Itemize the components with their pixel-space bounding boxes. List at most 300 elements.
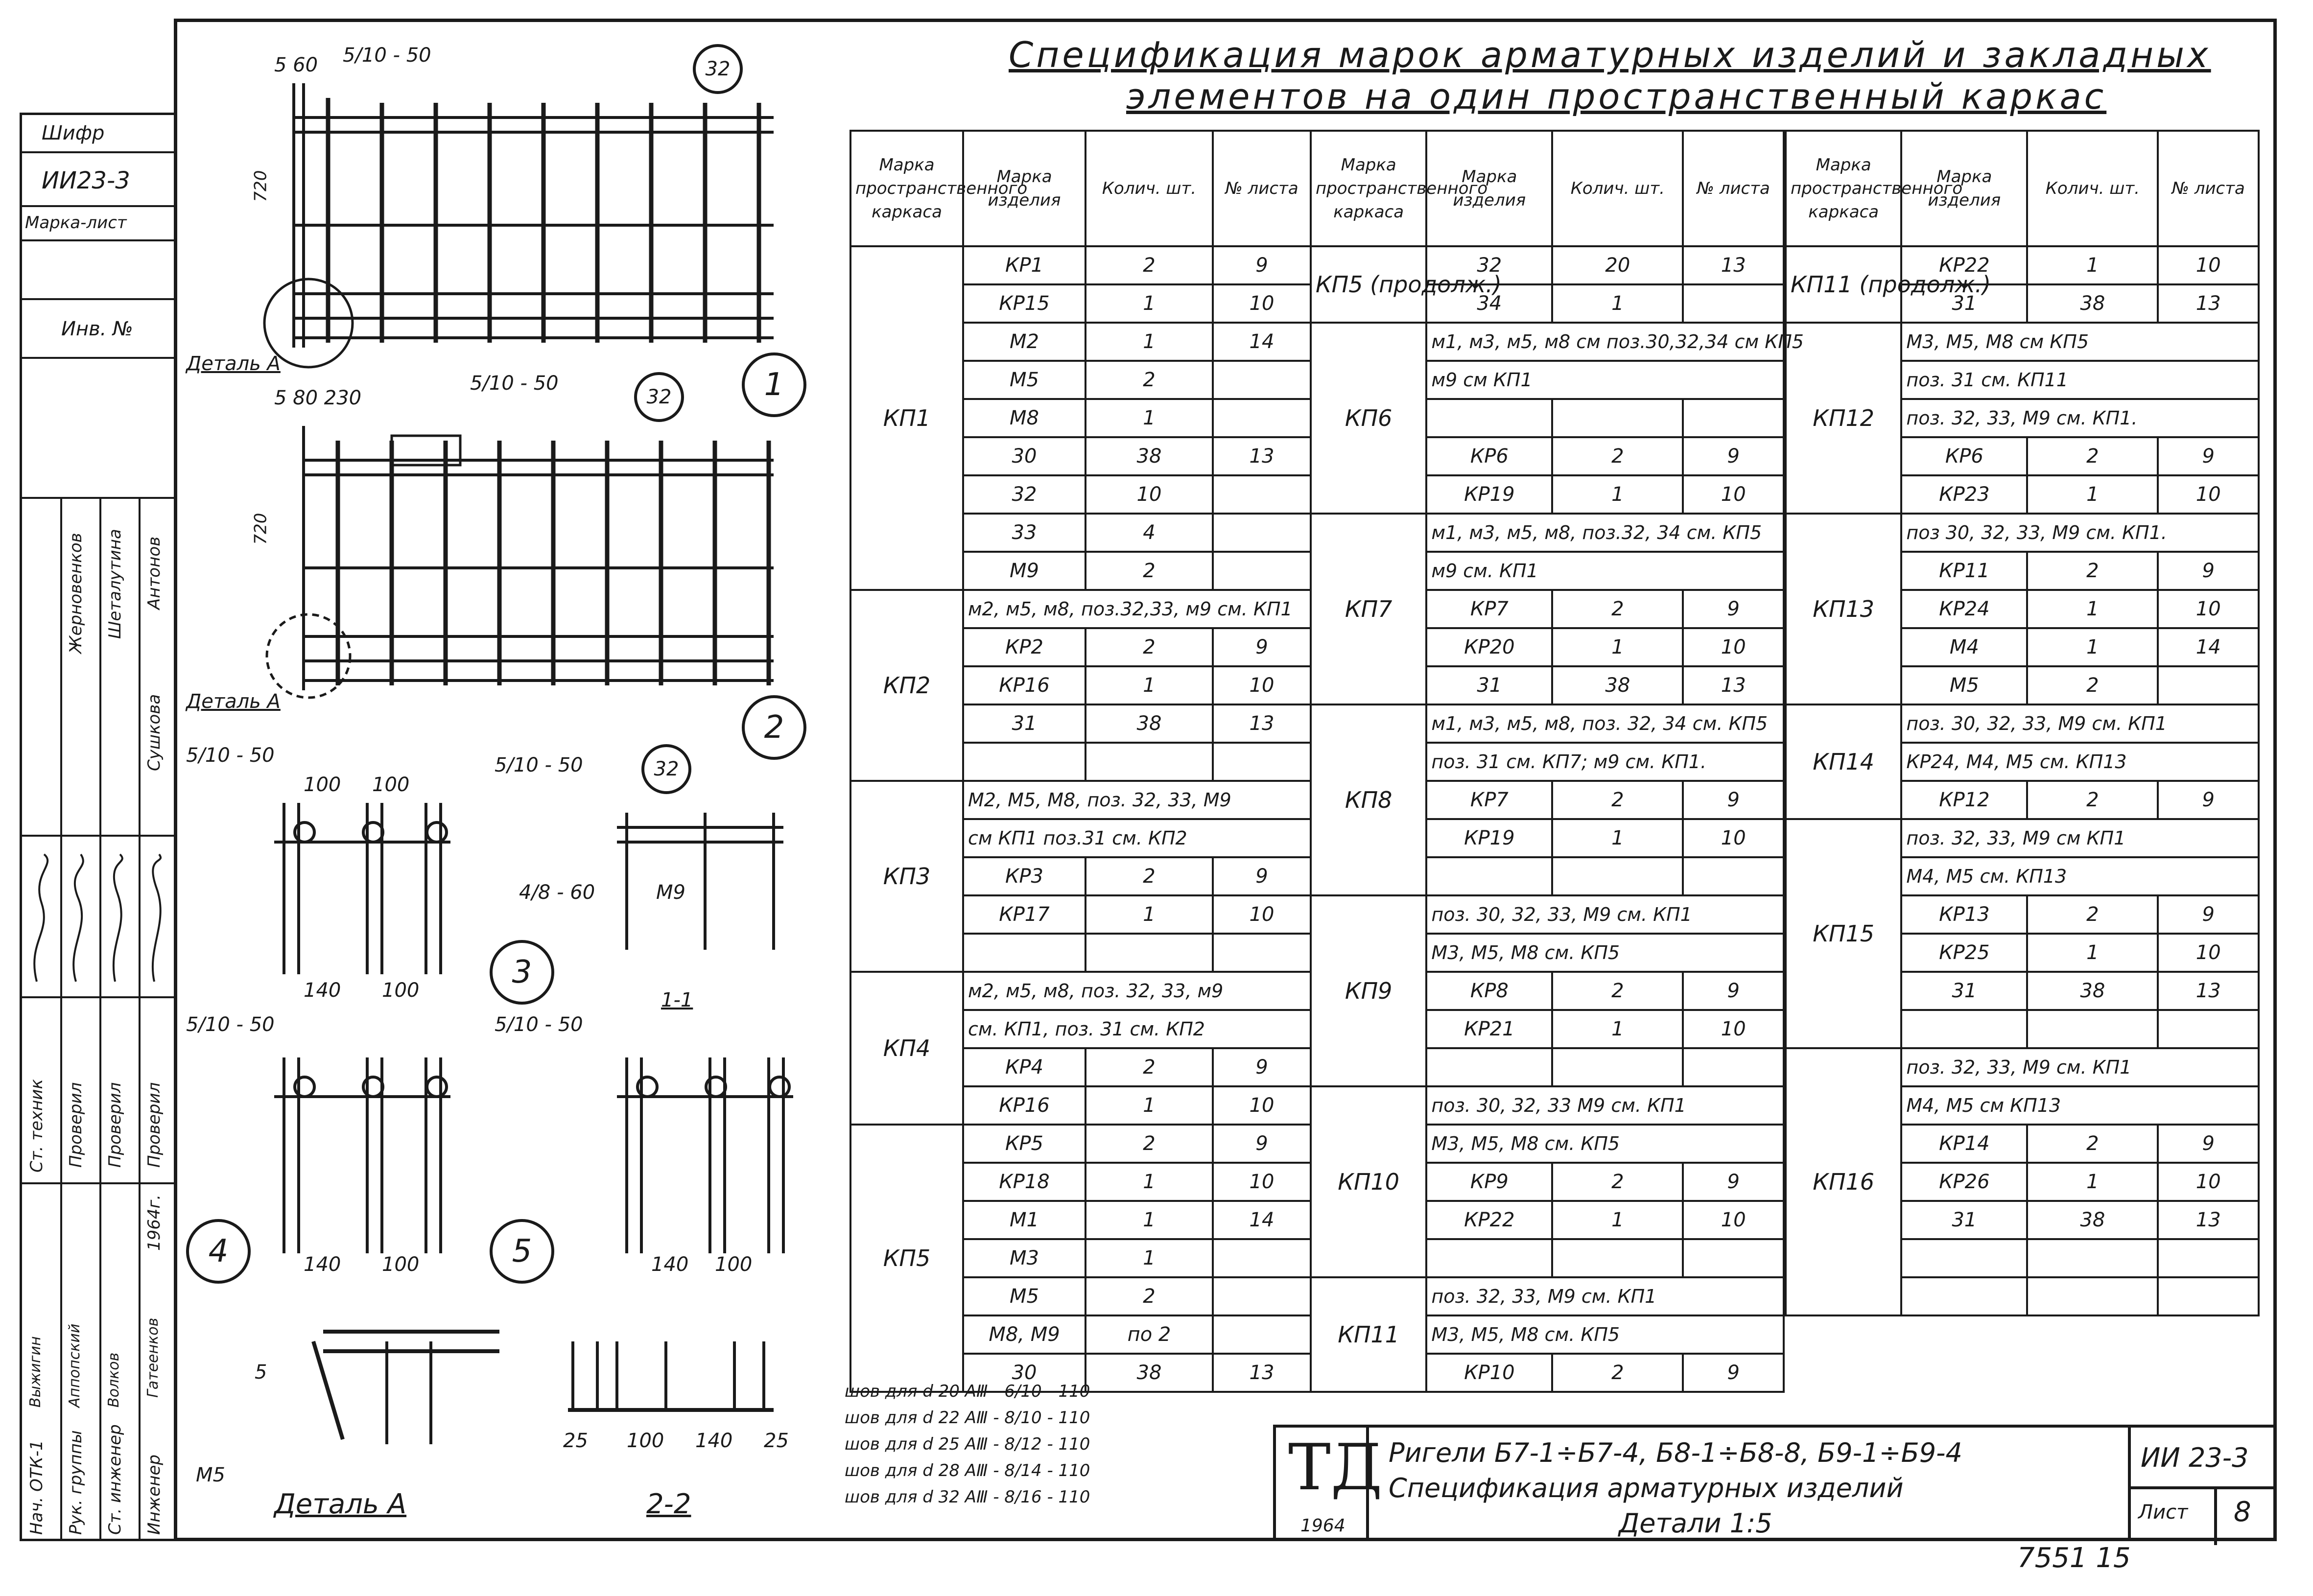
table-header-cell: Колич. шт. [1086, 131, 1213, 246]
reference-note: М4, М5 см КП13 [1901, 1086, 2259, 1125]
callout-3: 3 [490, 940, 554, 1005]
item-qty [1552, 399, 1683, 437]
sheet-label: Лист [2138, 1501, 2188, 1524]
detail-a-label-1: Деталь А [186, 352, 281, 375]
item-sheet [2158, 1277, 2259, 1315]
dim-720-2: 720 [251, 513, 271, 545]
item-mark: КР1 [963, 246, 1086, 284]
item-sheet: 13 [1683, 666, 1784, 704]
item-qty: 38 [2027, 1201, 2158, 1239]
dim-720-1: 720 [251, 170, 271, 202]
title-line3: Детали 1:5 [1619, 1508, 1772, 1539]
table-header-row [1311, 131, 1784, 246]
table-header-cell: № листа [1213, 131, 1311, 246]
item-mark: КР7 [1426, 781, 1552, 819]
dim-5: 5 [255, 1361, 267, 1384]
item-mark: М5 [1901, 666, 2027, 704]
table-header-cell: Марка изделия [963, 131, 1086, 246]
item-qty: 1 [2027, 628, 2158, 666]
item-mark [1426, 1048, 1552, 1086]
item-mark: М5 [963, 1277, 1086, 1315]
sheet-title-line1: Спецификация марок арматурных изделий и закладных [1009, 34, 2211, 75]
name-volkov: Волков [105, 1352, 122, 1408]
item-mark: КР23 [1901, 475, 2027, 514]
karkas-mark: КП8 [1311, 704, 1426, 895]
item-sheet [1683, 857, 1784, 895]
item-sheet [2158, 1010, 2259, 1048]
item-sheet: 9 [1683, 972, 1784, 1010]
item-sheet: 9 [2158, 1125, 2259, 1163]
karkas-mark: КП14 [1786, 704, 1901, 819]
item-sheet [1683, 284, 1784, 323]
dim-25-b: 25 [764, 1430, 789, 1452]
item-sheet: 10 [1213, 1086, 1311, 1125]
spec-table-3 [1785, 130, 2260, 1316]
item-qty: 1 [2027, 590, 2158, 628]
table-row [1786, 514, 2259, 552]
item-qty: 38 [1086, 704, 1213, 743]
detail-a-label-2: Деталь А [186, 690, 281, 713]
inv-cell [22, 300, 175, 359]
item-qty: 2 [1086, 1277, 1213, 1315]
item-mark: М4 [1901, 628, 2027, 666]
item-sheet [2158, 1239, 2259, 1277]
table-header-cell: № листа [1683, 131, 1784, 246]
item-sheet: 10 [1683, 819, 1784, 857]
item-mark: 33 [963, 514, 1086, 552]
reference-note: поз. 30, 32, 33 М9 см. КП1 [1426, 1086, 1784, 1125]
item-mark: КР15 [963, 284, 1086, 323]
item-mark: М2 [963, 323, 1086, 361]
weld-note-2: шов для d 22 AⅢ - 8/10 - 110 [845, 1408, 1090, 1428]
dim-5-60: 5 60 [274, 54, 318, 76]
item-sheet: 10 [1683, 475, 1784, 514]
item-mark: КР7 [1426, 590, 1552, 628]
td-logo: ТД [1288, 1430, 1383, 1504]
item-qty: 1 [2027, 246, 2158, 284]
item-mark: КР25 [1901, 934, 2027, 972]
dim-140-d: 140 [695, 1430, 733, 1452]
item-sheet [1683, 1239, 1784, 1277]
reference-note: м1, м3, м5, м8, поз. 32, 34 см. КП5 [1426, 704, 1784, 743]
reference-note: поз. 32, 33, М9 см. КП1 [1426, 1277, 1784, 1315]
reference-note: поз. 32, 33, М9 см. КП1 [1901, 1048, 2259, 1086]
blank-cell [22, 241, 175, 300]
reference-note: КР24, М4, М5 см. КП13 [1901, 743, 2259, 781]
item-qty [2027, 1239, 2158, 1277]
name-gateenkov: Гатеенков [144, 1317, 162, 1398]
item-sheet: 9 [1213, 1125, 1311, 1163]
item-mark [1901, 1010, 2027, 1048]
item-qty: 1 [1552, 819, 1683, 857]
item-mark [1426, 1239, 1552, 1277]
callout-4: 4 [186, 1219, 251, 1284]
item-qty: 1 [1086, 1239, 1213, 1277]
reference-note: м9 см. КП1 [1426, 552, 1784, 590]
item-sheet: 9 [2158, 895, 2259, 934]
item-qty: 2 [1086, 1048, 1213, 1086]
item-sheet: 14 [2158, 628, 2259, 666]
item-qty [2027, 1277, 2158, 1315]
item-qty [1086, 934, 1213, 972]
item-sheet: 10 [1213, 1163, 1311, 1201]
item-qty: 1 [2027, 1163, 2158, 1201]
mark-m5: М5 [196, 1464, 225, 1486]
item-qty: 38 [1552, 666, 1683, 704]
sheet-title-line2: элементов на один пространственный каркас [1126, 76, 2107, 117]
marka-list-cell [22, 207, 175, 241]
item-mark: КР10 [1426, 1354, 1552, 1392]
reference-note: м1, м3, м5, м8, поз.32, 34 см. КП5 [1426, 514, 1784, 552]
weld-label-5: 4/8 - 60 [519, 881, 595, 904]
item-sheet: 10 [2158, 246, 2259, 284]
item-qty: 1 [2027, 934, 2158, 972]
item-sheet: 10 [1683, 1201, 1784, 1239]
reference-note: поз. 31 см. КП11 [1901, 361, 2259, 399]
dim-100-f: 100 [627, 1430, 664, 1452]
item-sheet: 14 [1213, 323, 1311, 361]
item-qty: 1 [1086, 1086, 1213, 1125]
table-row [1786, 704, 2259, 743]
table-row [1311, 323, 1784, 361]
table-row [850, 1125, 1311, 1163]
item-qty: 1 [1086, 399, 1213, 437]
item-sheet: 10 [2158, 590, 2259, 628]
item-sheet: 9 [1213, 628, 1311, 666]
item-mark: КР16 [963, 1086, 1086, 1125]
item-sheet: 9 [1213, 857, 1311, 895]
item-qty [2027, 1010, 2158, 1048]
item-qty: 2 [2027, 1125, 2158, 1163]
item-qty: 2 [1552, 437, 1683, 475]
item-mark: КР24 [1901, 590, 2027, 628]
item-qty: 2 [1086, 246, 1213, 284]
item-sheet [1213, 475, 1311, 514]
item-qty: 1 [1086, 1201, 1213, 1239]
item-mark: КР11 [1901, 552, 2027, 590]
role-proveril-2: Проверил [105, 1082, 125, 1168]
item-mark: КР19 [1426, 475, 1552, 514]
spec-table-2 [1310, 130, 1804, 1393]
item-mark: 32 [1426, 246, 1552, 284]
item-sheet: 13 [1683, 246, 1784, 284]
item-mark [1426, 857, 1552, 895]
item-mark: 31 [1901, 284, 2027, 323]
karkas-mark: КП16 [1786, 1048, 1901, 1315]
item-qty: 2 [1086, 857, 1213, 895]
item-sheet: 13 [2158, 972, 2259, 1010]
item-mark: 31 [1426, 666, 1552, 704]
item-sheet: 13 [1213, 437, 1311, 475]
reference-note: м9 см КП1 [1426, 361, 1784, 399]
weld-note-1: шов для d 20 AⅢ - 6/10 - 110 [845, 1382, 1090, 1401]
reference-note: поз. 30, 32, 33, М9 см. КП1 [1901, 704, 2259, 743]
weld-note-4: шов для d 28 AⅢ - 8/14 - 110 [845, 1461, 1090, 1480]
item-qty: 1 [1086, 1163, 1213, 1201]
spec-table-1 [850, 130, 1312, 1393]
item-mark: КР4 [963, 1048, 1086, 1086]
title-block [1273, 1425, 2277, 1541]
table-row [1311, 704, 1784, 743]
karkas-mark: КП6 [1311, 323, 1426, 514]
code-cell [2128, 1428, 2275, 1538]
table-row [1311, 895, 1784, 934]
item-sheet [1683, 399, 1784, 437]
role-st-inzhener: Ст. инженер [105, 1424, 125, 1535]
name-appopsky: Аппопский [66, 1323, 83, 1408]
item-sheet: 10 [1213, 666, 1311, 704]
item-qty: по 2 [1086, 1315, 1213, 1354]
dim-140-b: 140 [304, 1253, 341, 1276]
item-qty: 38 [2027, 284, 2158, 323]
table-row [1311, 246, 1784, 284]
pos-32-callout-1: 32 [693, 44, 743, 94]
dim-5-80-230: 5 80 230 [274, 387, 362, 409]
reference-note: м1, м3, м5, м8 см поз.30,32,34 см КП5 [1426, 323, 1784, 361]
weld-label-7: 5/10 - 50 [495, 1013, 583, 1036]
reference-note: поз. 32, 33, М9 см КП1 [1901, 819, 2259, 857]
table-header-row [1786, 131, 2259, 246]
item-mark: 31 [1901, 1201, 2027, 1239]
weld-note-5: шов для d 32 AⅢ - 8/16 - 110 [845, 1487, 1090, 1507]
title-line2: Спецификация арматурных изделий [1389, 1473, 1904, 1503]
table-header-cell: № листа [2158, 131, 2259, 246]
item-qty: 2 [1552, 972, 1683, 1010]
dim-100-d: 100 [382, 1253, 420, 1276]
item-qty: 2 [1552, 1354, 1683, 1392]
logo-year: 1964 [1300, 1516, 1345, 1536]
table-header-cell: Марка пространственного каркаса [850, 131, 963, 246]
logo-cell [1276, 1428, 1383, 1538]
item-qty: 38 [1086, 1354, 1213, 1392]
table-row [1786, 1048, 2259, 1086]
item-sheet: 10 [2158, 475, 2259, 514]
table-row [850, 246, 1311, 284]
name-4: Сушкова [144, 694, 164, 771]
item-mark: КР12 [1901, 781, 2027, 819]
item-qty: 1 [1552, 1201, 1683, 1239]
item-sheet: 13 [2158, 284, 2259, 323]
pos-32-callout-2: 32 [634, 372, 684, 422]
item-mark [963, 743, 1086, 781]
section-1-1: 1-1 [661, 989, 693, 1011]
table-row [850, 972, 1311, 1010]
dim-100-c: 100 [382, 979, 420, 1002]
table-header-cell: Марка пространственного каркаса [1311, 131, 1426, 246]
shifr-value: ИИ23-3 [42, 167, 130, 194]
item-qty: 2 [2027, 666, 2158, 704]
title-line1: Ригели Б7-1÷Б7-4, Б8-1÷Б8-8, Б9-1÷Б9-4 [1389, 1437, 1962, 1468]
karkas-mark: КП15 [1786, 819, 1901, 1048]
item-sheet [1213, 743, 1311, 781]
dim-140-c: 140 [651, 1253, 689, 1276]
item-mark: КР22 [1901, 246, 2027, 284]
item-qty: 1 [1552, 284, 1683, 323]
table-header-cell: Колич. шт. [2027, 131, 2158, 246]
dim-100-b: 100 [372, 774, 410, 796]
reference-note: м2, м5, м8, поз. 32, 33, м9 [963, 972, 1311, 1010]
weld-notes [845, 1378, 1090, 1510]
karkas-mark: КП10 [1311, 1086, 1426, 1277]
dim-100-a: 100 [304, 774, 341, 796]
name-vyzhigin: Выжигин [27, 1336, 44, 1408]
year-stamp: 1964г. [144, 1194, 164, 1251]
item-sheet: 13 [1213, 704, 1311, 743]
item-sheet: 9 [2158, 781, 2259, 819]
weld-label-4: 5/10 - 50 [495, 754, 583, 776]
item-sheet: 9 [1213, 1048, 1311, 1086]
item-qty: 20 [1552, 246, 1683, 284]
item-sheet [1683, 1048, 1784, 1086]
item-qty: 2 [2027, 895, 2158, 934]
item-qty: 2 [1086, 552, 1213, 590]
signatures-graphic [22, 845, 179, 991]
item-mark: КР26 [1901, 1163, 2027, 1201]
karkas-mark: КП13 [1786, 514, 1901, 704]
item-sheet: 9 [1683, 781, 1784, 819]
item-mark: КР8 [1426, 972, 1552, 1010]
callout-2: 2 [742, 695, 806, 760]
table-row [1786, 323, 2259, 361]
table-row [1311, 1086, 1784, 1125]
name-1: Жерновенков [66, 533, 86, 654]
item-sheet: 9 [1683, 1354, 1784, 1392]
marka-list-label: Марка-лист [25, 213, 127, 233]
karkas-mark: КП7 [1311, 514, 1426, 704]
item-mark [1426, 399, 1552, 437]
karkas-mark: КП12 [1786, 323, 1901, 514]
table-header-cell: Марка пространственного каркаса [1786, 131, 1901, 246]
weld-label-2: 5/10 - 50 [470, 372, 559, 395]
detail-a-label-3: Деталь А [274, 1488, 407, 1520]
role-inzhener: Инженер [144, 1455, 164, 1535]
item-sheet: 9 [1683, 590, 1784, 628]
callout-1: 1 [742, 352, 806, 417]
reference-note: М2, М5, М8, поз. 32, 33, М9 [963, 781, 1311, 819]
item-qty: 2 [1086, 628, 1213, 666]
reference-note: поз. 31 см. КП7; м9 см. КП1. [1426, 743, 1784, 781]
role-nach-otk: Нач. ОТК-1 [27, 1440, 47, 1535]
item-sheet: 9 [1683, 1163, 1784, 1201]
karkas-mark: КП9 [1311, 895, 1426, 1086]
item-qty: 1 [1086, 895, 1213, 934]
doc-code: ИИ 23-3 [2141, 1442, 2249, 1473]
reference-note: см КП1 поз.31 см. КП2 [963, 819, 1311, 857]
inv-label: Инв. № [61, 318, 133, 340]
item-mark: КР14 [1901, 1125, 2027, 1163]
item-qty [1086, 743, 1213, 781]
reference-note: М3, М5, М8 см. КП5 [1426, 1125, 1784, 1163]
item-sheet [1213, 399, 1311, 437]
signature-block [22, 497, 175, 1540]
table-header-cell: Марка изделия [1426, 131, 1552, 246]
weld-label-6: 5/10 - 50 [186, 1013, 275, 1036]
item-sheet [1213, 514, 1311, 552]
item-sheet: 10 [1213, 895, 1311, 934]
table-row [1311, 1277, 1784, 1315]
item-mark: КР20 [1426, 628, 1552, 666]
item-mark: М9 [963, 552, 1086, 590]
item-sheet: 9 [2158, 437, 2259, 475]
item-sheet: 13 [2158, 1201, 2259, 1239]
item-mark: КР6 [1901, 437, 2027, 475]
item-qty: 1 [1086, 323, 1213, 361]
reference-note: М3, М5, М8 см. КП5 [1426, 934, 1784, 972]
item-qty: 2 [1552, 1163, 1683, 1201]
table-row [1786, 246, 2259, 284]
karkas-mark: КП11 [1311, 1277, 1426, 1392]
item-qty: 1 [1552, 1010, 1683, 1048]
reference-note: М3, М5, М8 см. КП5 [1426, 1315, 1784, 1354]
item-mark: КР16 [963, 666, 1086, 704]
weld-label-1: 5/10 - 50 [343, 44, 431, 67]
item-mark: 34 [1426, 284, 1552, 323]
karkas-mark: КП2 [850, 590, 963, 781]
item-mark: М8 [963, 399, 1086, 437]
karkas-mark: КП5 (продолж.) [1311, 246, 1426, 323]
item-qty: 2 [1552, 781, 1683, 819]
item-mark: КР21 [1426, 1010, 1552, 1048]
item-sheet: 13 [1213, 1354, 1311, 1392]
item-mark: КР18 [963, 1163, 1086, 1201]
drawings-svg [176, 20, 852, 1537]
table-row [850, 590, 1311, 628]
item-sheet: 10 [1683, 1010, 1784, 1048]
pos-32-callout-3: 32 [641, 744, 691, 794]
item-sheet [1213, 1239, 1311, 1277]
reference-note: М3, М5, М8 см КП5 [1901, 323, 2259, 361]
item-qty: 1 [1552, 628, 1683, 666]
item-mark [963, 934, 1086, 972]
role-ruk-gruppy: Рук. группы [66, 1430, 86, 1535]
item-mark: КР2 [963, 628, 1086, 666]
karkas-mark: КП4 [850, 972, 963, 1125]
section-2-2: 2-2 [646, 1488, 691, 1520]
name-2: Шеталутина [105, 529, 125, 639]
item-sheet [1213, 552, 1311, 590]
item-mark: КР3 [963, 857, 1086, 895]
table-header-cell: Марка изделия [1901, 131, 2027, 246]
item-mark: 31 [963, 704, 1086, 743]
item-mark: М8, М9 [963, 1315, 1086, 1354]
item-mark: М3 [963, 1239, 1086, 1277]
item-mark: 30 [963, 437, 1086, 475]
item-qty: 2 [1086, 361, 1213, 399]
item-sheet [1213, 934, 1311, 972]
item-mark: КР9 [1426, 1163, 1552, 1201]
item-sheet: 14 [1213, 1201, 1311, 1239]
shifr-cell [22, 115, 175, 153]
table-row [1786, 819, 2259, 857]
callout-5: 5 [490, 1219, 554, 1284]
item-qty [1552, 857, 1683, 895]
item-sheet [1213, 1277, 1311, 1315]
reference-note: поз 30, 32, 33, М9 см. КП1. [1901, 514, 2259, 552]
reference-note: М4, М5 см. КП13 [1901, 857, 2259, 895]
item-mark: КР13 [1901, 895, 2027, 934]
shifr-value-cell [22, 153, 175, 207]
item-mark [1901, 1239, 2027, 1277]
item-qty: 2 [1086, 1125, 1213, 1163]
reference-note: см. КП1, поз. 31 см. КП2 [963, 1010, 1311, 1048]
item-qty: 2 [2027, 437, 2158, 475]
item-mark: М5 [963, 361, 1086, 399]
left-stamp-strip [20, 113, 177, 1541]
item-sheet: 10 [2158, 934, 2259, 972]
item-mark [1901, 1277, 2027, 1315]
item-mark: М1 [963, 1201, 1086, 1239]
item-mark: 31 [1901, 972, 2027, 1010]
